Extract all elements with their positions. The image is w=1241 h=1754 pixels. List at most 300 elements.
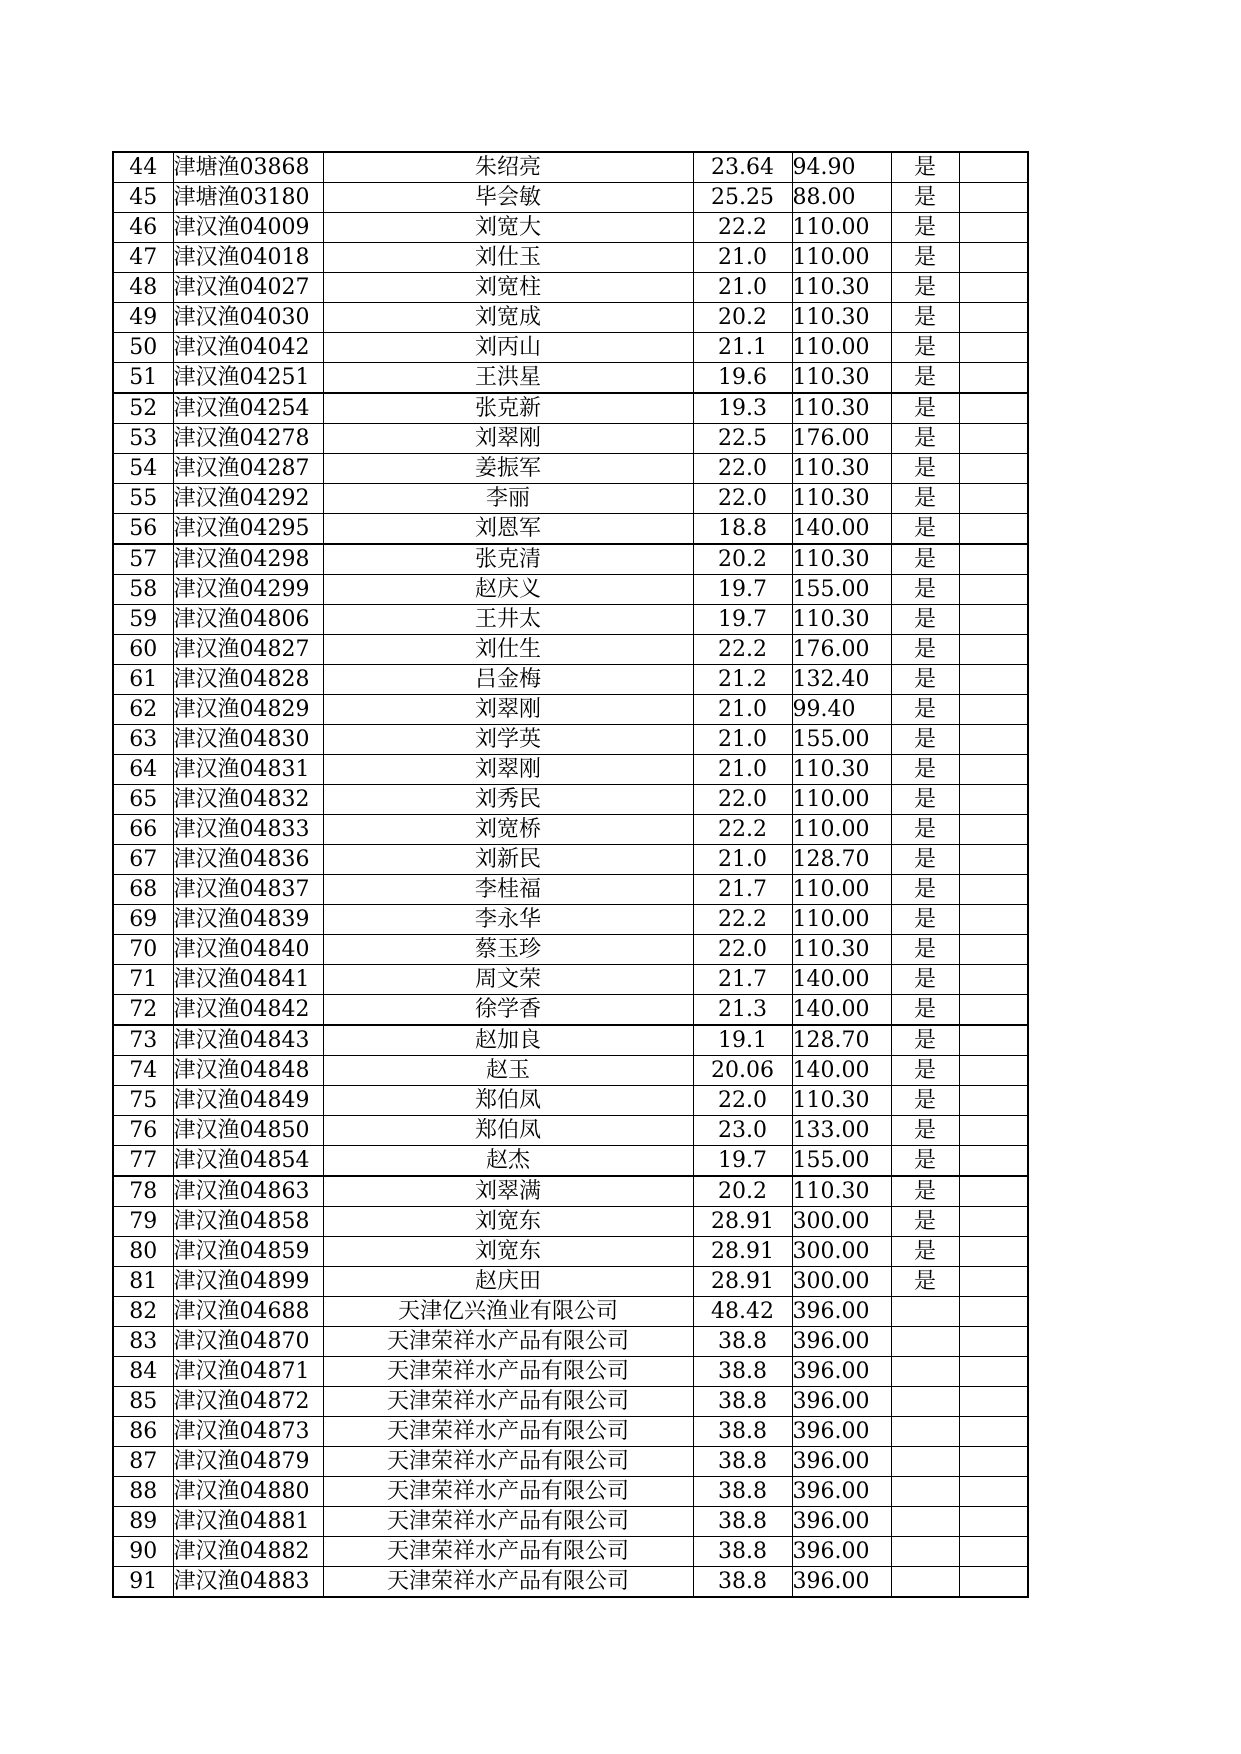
eligible-flag <box>891 1477 959 1507</box>
vessel-id: 津汉渔04830 <box>173 725 323 755</box>
empty-cell <box>959 1237 1028 1267</box>
table-row <box>113 1507 1028 1537</box>
table-row <box>113 815 1028 845</box>
row-number: 45 <box>113 183 173 213</box>
row-number: 74 <box>113 1056 173 1086</box>
table-row <box>113 273 1028 303</box>
vessel-id: 津汉渔04871 <box>173 1357 323 1387</box>
vessel-length: 22.0 <box>693 454 792 484</box>
row-number: 71 <box>113 965 173 995</box>
eligible-flag: 是 <box>891 635 959 665</box>
vessel-id: 津汉渔04841 <box>173 965 323 995</box>
engine-power: 140.00 <box>792 1056 891 1086</box>
vessel-id: 津汉渔04837 <box>173 875 323 905</box>
engine-power: 110.30 <box>792 484 891 514</box>
vessel-length: 28.91 <box>693 1237 792 1267</box>
empty-cell <box>959 484 1028 514</box>
engine-power: 110.30 <box>792 393 891 424</box>
row-number: 82 <box>113 1297 173 1327</box>
engine-power: 176.00 <box>792 635 891 665</box>
row-number: 54 <box>113 454 173 484</box>
vessel-id: 津汉渔04843 <box>173 1025 323 1056</box>
eligible-flag: 是 <box>891 1086 959 1116</box>
row-number: 48 <box>113 273 173 303</box>
vessel-length: 38.8 <box>693 1507 792 1537</box>
empty-cell <box>959 213 1028 243</box>
engine-power: 110.00 <box>792 213 891 243</box>
row-number: 68 <box>113 875 173 905</box>
vessel-length: 20.06 <box>693 1056 792 1086</box>
vessel-length: 23.0 <box>693 1116 792 1146</box>
vessel-id: 津汉渔04882 <box>173 1537 323 1567</box>
row-number: 90 <box>113 1537 173 1567</box>
row-number: 57 <box>113 544 173 575</box>
row-number: 76 <box>113 1116 173 1146</box>
owner-name: 周文荣 <box>323 965 693 995</box>
table-row <box>113 635 1028 665</box>
empty-cell <box>959 1297 1028 1327</box>
vessel-id: 津塘渔03180 <box>173 183 323 213</box>
empty-cell <box>959 1116 1028 1146</box>
row-number: 88 <box>113 1477 173 1507</box>
engine-power: 110.00 <box>792 875 891 905</box>
vessel-table <box>112 151 1029 1598</box>
vessel-id: 津汉渔04873 <box>173 1417 323 1447</box>
owner-name: 刘翠满 <box>323 1176 693 1207</box>
table-row <box>113 605 1028 635</box>
vessel-length: 21.0 <box>693 845 792 875</box>
row-number: 73 <box>113 1025 173 1056</box>
empty-cell <box>959 183 1028 213</box>
eligible-flag <box>891 1297 959 1327</box>
engine-power: 88.00 <box>792 183 891 213</box>
table-row <box>113 243 1028 273</box>
vessel-length: 20.2 <box>693 303 792 333</box>
eligible-flag: 是 <box>891 695 959 725</box>
owner-name: 刘宽成 <box>323 303 693 333</box>
eligible-flag: 是 <box>891 152 959 183</box>
empty-cell <box>959 393 1028 424</box>
engine-power: 155.00 <box>792 575 891 605</box>
table-row <box>113 1207 1028 1237</box>
vessel-length: 38.8 <box>693 1387 792 1417</box>
vessel-length: 22.2 <box>693 635 792 665</box>
table-row <box>113 484 1028 514</box>
table-row <box>113 935 1028 965</box>
owner-name: 天津荣祥水产品有限公司 <box>323 1507 693 1537</box>
vessel-length: 38.8 <box>693 1537 792 1567</box>
owner-name: 刘恩军 <box>323 514 693 545</box>
table-row <box>113 454 1028 484</box>
owner-name: 李丽 <box>323 484 693 514</box>
vessel-id: 津汉渔04849 <box>173 1086 323 1116</box>
vessel-length: 22.2 <box>693 815 792 845</box>
empty-cell <box>959 544 1028 575</box>
engine-power: 110.00 <box>792 815 891 845</box>
empty-cell <box>959 1207 1028 1237</box>
owner-name: 刘宽桥 <box>323 815 693 845</box>
vessel-length: 22.0 <box>693 935 792 965</box>
empty-cell <box>959 665 1028 695</box>
empty-cell <box>959 1327 1028 1357</box>
table-row <box>113 1116 1028 1146</box>
empty-cell <box>959 785 1028 815</box>
eligible-flag: 是 <box>891 755 959 785</box>
engine-power: 94.90 <box>792 152 891 183</box>
row-number: 53 <box>113 424 173 454</box>
engine-power: 110.30 <box>792 755 891 785</box>
vessel-length: 38.8 <box>693 1417 792 1447</box>
owner-name: 赵庆义 <box>323 575 693 605</box>
engine-power: 396.00 <box>792 1327 891 1357</box>
owner-name: 刘学英 <box>323 725 693 755</box>
row-number: 72 <box>113 995 173 1026</box>
table-row <box>113 544 1028 575</box>
row-number: 46 <box>113 213 173 243</box>
vessel-id: 津汉渔04828 <box>173 665 323 695</box>
table-row <box>113 1537 1028 1567</box>
row-number: 66 <box>113 815 173 845</box>
empty-cell <box>959 152 1028 183</box>
eligible-flag: 是 <box>891 935 959 965</box>
owner-name: 天津荣祥水产品有限公司 <box>323 1537 693 1567</box>
vessel-length: 21.2 <box>693 665 792 695</box>
empty-cell <box>959 424 1028 454</box>
engine-power: 396.00 <box>792 1297 891 1327</box>
engine-power: 176.00 <box>792 424 891 454</box>
vessel-id: 津汉渔04030 <box>173 303 323 333</box>
vessel-length: 19.6 <box>693 363 792 394</box>
owner-name: 李永华 <box>323 905 693 935</box>
eligible-flag: 是 <box>891 1146 959 1177</box>
vessel-id: 津汉渔04018 <box>173 243 323 273</box>
eligible-flag: 是 <box>891 273 959 303</box>
engine-power: 110.30 <box>792 273 891 303</box>
owner-name: 天津荣祥水产品有限公司 <box>323 1567 693 1598</box>
row-number: 47 <box>113 243 173 273</box>
table-row <box>113 875 1028 905</box>
engine-power: 128.70 <box>792 1025 891 1056</box>
row-number: 83 <box>113 1327 173 1357</box>
vessel-id: 津汉渔04881 <box>173 1507 323 1537</box>
owner-name: 王井太 <box>323 605 693 635</box>
vessel-id: 津汉渔04827 <box>173 635 323 665</box>
row-number: 85 <box>113 1387 173 1417</box>
table-row <box>113 695 1028 725</box>
empty-cell <box>959 273 1028 303</box>
row-number: 65 <box>113 785 173 815</box>
table-row <box>113 1387 1028 1417</box>
eligible-flag: 是 <box>891 1176 959 1207</box>
table-row <box>113 1567 1028 1598</box>
row-number: 56 <box>113 514 173 545</box>
table-row <box>113 1176 1028 1207</box>
owner-name: 姜振军 <box>323 454 693 484</box>
engine-power: 140.00 <box>792 514 891 545</box>
engine-power: 110.30 <box>792 544 891 575</box>
row-number: 44 <box>113 152 173 183</box>
eligible-flag: 是 <box>891 303 959 333</box>
table-row <box>113 1477 1028 1507</box>
empty-cell <box>959 363 1028 394</box>
row-number: 87 <box>113 1447 173 1477</box>
table-row <box>113 1447 1028 1477</box>
table-row <box>113 183 1028 213</box>
engine-power: 396.00 <box>792 1537 891 1567</box>
empty-cell <box>959 845 1028 875</box>
owner-name: 吕金梅 <box>323 665 693 695</box>
vessel-id: 津汉渔04298 <box>173 544 323 575</box>
owner-name: 蔡玉珍 <box>323 935 693 965</box>
engine-power: 396.00 <box>792 1447 891 1477</box>
engine-power: 396.00 <box>792 1417 891 1447</box>
owner-name: 天津荣祥水产品有限公司 <box>323 1447 693 1477</box>
row-number: 75 <box>113 1086 173 1116</box>
vessel-id: 津塘渔03868 <box>173 152 323 183</box>
vessel-length: 48.42 <box>693 1297 792 1327</box>
eligible-flag: 是 <box>891 665 959 695</box>
table-row <box>113 424 1028 454</box>
table-row <box>113 1025 1028 1056</box>
engine-power: 132.40 <box>792 665 891 695</box>
table-row <box>113 785 1028 815</box>
vessel-id: 津汉渔04832 <box>173 785 323 815</box>
eligible-flag: 是 <box>891 393 959 424</box>
eligible-flag: 是 <box>891 1237 959 1267</box>
vessel-length: 38.8 <box>693 1567 792 1598</box>
engine-power: 396.00 <box>792 1357 891 1387</box>
row-number: 86 <box>113 1417 173 1447</box>
vessel-length: 19.7 <box>693 575 792 605</box>
eligible-flag: 是 <box>891 454 959 484</box>
vessel-length: 20.2 <box>693 1176 792 1207</box>
vessel-id: 津汉渔04836 <box>173 845 323 875</box>
empty-cell <box>959 454 1028 484</box>
row-number: 50 <box>113 333 173 363</box>
vessel-length: 19.7 <box>693 1146 792 1177</box>
engine-power: 110.30 <box>792 605 891 635</box>
eligible-flag: 是 <box>891 785 959 815</box>
vessel-id: 津汉渔04278 <box>173 424 323 454</box>
owner-name: 郑伯凤 <box>323 1086 693 1116</box>
empty-cell <box>959 333 1028 363</box>
empty-cell <box>959 965 1028 995</box>
owner-name: 刘翠刚 <box>323 695 693 725</box>
empty-cell <box>959 905 1028 935</box>
eligible-flag: 是 <box>891 575 959 605</box>
vessel-id: 津汉渔04806 <box>173 605 323 635</box>
owner-name: 刘宽大 <box>323 213 693 243</box>
table-row <box>113 1417 1028 1447</box>
eligible-flag: 是 <box>891 1207 959 1237</box>
vessel-length: 21.7 <box>693 875 792 905</box>
vessel-id: 津汉渔04829 <box>173 695 323 725</box>
vessel-length: 22.5 <box>693 424 792 454</box>
vessel-length: 21.7 <box>693 965 792 995</box>
vessel-length: 22.0 <box>693 484 792 514</box>
engine-power: 110.30 <box>792 1086 891 1116</box>
vessel-length: 28.91 <box>693 1207 792 1237</box>
engine-power: 396.00 <box>792 1387 891 1417</box>
owner-name: 刘宽柱 <box>323 273 693 303</box>
row-number: 77 <box>113 1146 173 1177</box>
vessel-length: 28.91 <box>693 1267 792 1297</box>
table-row <box>113 665 1028 695</box>
vessel-length: 20.2 <box>693 544 792 575</box>
engine-power: 110.30 <box>792 1176 891 1207</box>
owner-name: 张克清 <box>323 544 693 575</box>
empty-cell <box>959 935 1028 965</box>
empty-cell <box>959 725 1028 755</box>
row-number: 60 <box>113 635 173 665</box>
vessel-length: 23.64 <box>693 152 792 183</box>
eligible-flag: 是 <box>891 213 959 243</box>
row-number: 67 <box>113 845 173 875</box>
vessel-id: 津汉渔04009 <box>173 213 323 243</box>
owner-name: 毕会敏 <box>323 183 693 213</box>
owner-name: 赵庆田 <box>323 1267 693 1297</box>
vessel-id: 津汉渔04027 <box>173 273 323 303</box>
vessel-length: 21.0 <box>693 695 792 725</box>
vessel-id: 津汉渔04254 <box>173 393 323 424</box>
owner-name: 刘丙山 <box>323 333 693 363</box>
eligible-flag <box>891 1327 959 1357</box>
table-row <box>113 965 1028 995</box>
eligible-flag <box>891 1417 959 1447</box>
empty-cell <box>959 1146 1028 1177</box>
table-row <box>113 845 1028 875</box>
engine-power: 110.30 <box>792 454 891 484</box>
owner-name: 天津亿兴渔业有限公司 <box>323 1297 693 1327</box>
eligible-flag: 是 <box>891 725 959 755</box>
eligible-flag <box>891 1357 959 1387</box>
row-number: 91 <box>113 1567 173 1598</box>
vessel-id: 津汉渔04292 <box>173 484 323 514</box>
empty-cell <box>959 1025 1028 1056</box>
eligible-flag <box>891 1567 959 1598</box>
owner-name: 郑伯凤 <box>323 1116 693 1146</box>
engine-power: 110.00 <box>792 905 891 935</box>
table-row <box>113 1086 1028 1116</box>
engine-power: 110.30 <box>792 303 891 333</box>
owner-name: 天津荣祥水产品有限公司 <box>323 1327 693 1357</box>
table-row <box>113 363 1028 394</box>
vessel-id: 津汉渔04287 <box>173 454 323 484</box>
engine-power: 110.30 <box>792 363 891 394</box>
vessel-length: 38.8 <box>693 1327 792 1357</box>
vessel-id: 津汉渔04042 <box>173 333 323 363</box>
vessel-id: 津汉渔04299 <box>173 575 323 605</box>
row-number: 89 <box>113 1507 173 1537</box>
table-row <box>113 1146 1028 1177</box>
table-row <box>113 213 1028 243</box>
eligible-flag: 是 <box>891 424 959 454</box>
table-row <box>113 1357 1028 1387</box>
table-row <box>113 152 1028 183</box>
owner-name: 天津荣祥水产品有限公司 <box>323 1357 693 1387</box>
vessel-id: 津汉渔04863 <box>173 1176 323 1207</box>
owner-name: 天津荣祥水产品有限公司 <box>323 1417 693 1447</box>
empty-cell <box>959 243 1028 273</box>
vessel-id: 津汉渔04840 <box>173 935 323 965</box>
vessel-id: 津汉渔04854 <box>173 1146 323 1177</box>
owner-name: 刘秀民 <box>323 785 693 815</box>
empty-cell <box>959 575 1028 605</box>
table-row <box>113 575 1028 605</box>
eligible-flag: 是 <box>891 363 959 394</box>
empty-cell <box>959 875 1028 905</box>
engine-power: 396.00 <box>792 1567 891 1598</box>
eligible-flag: 是 <box>891 183 959 213</box>
empty-cell <box>959 1056 1028 1086</box>
empty-cell <box>959 1417 1028 1447</box>
eligible-flag <box>891 1387 959 1417</box>
vessel-length: 21.0 <box>693 755 792 785</box>
vessel-id: 津汉渔04833 <box>173 815 323 845</box>
row-number: 59 <box>113 605 173 635</box>
engine-power: 110.00 <box>792 333 891 363</box>
empty-cell <box>959 755 1028 785</box>
owner-name: 刘新民 <box>323 845 693 875</box>
row-number: 49 <box>113 303 173 333</box>
vessel-length: 38.8 <box>693 1357 792 1387</box>
empty-cell <box>959 995 1028 1026</box>
vessel-id: 津汉渔04295 <box>173 514 323 545</box>
engine-power: 133.00 <box>792 1116 891 1146</box>
engine-power: 99.40 <box>792 695 891 725</box>
engine-power: 396.00 <box>792 1507 891 1537</box>
eligible-flag: 是 <box>891 1267 959 1297</box>
engine-power: 300.00 <box>792 1207 891 1237</box>
engine-power: 128.70 <box>792 845 891 875</box>
vessel-length: 22.2 <box>693 905 792 935</box>
owner-name: 李桂福 <box>323 875 693 905</box>
vessel-id: 津汉渔04872 <box>173 1387 323 1417</box>
vessel-id: 津汉渔04848 <box>173 1056 323 1086</box>
table-row <box>113 514 1028 545</box>
vessel-id: 津汉渔04850 <box>173 1116 323 1146</box>
row-number: 78 <box>113 1176 173 1207</box>
vessel-length: 25.25 <box>693 183 792 213</box>
vessel-id: 津汉渔04831 <box>173 755 323 785</box>
table-row <box>113 1056 1028 1086</box>
owner-name: 赵玉 <box>323 1056 693 1086</box>
vessel-length: 21.3 <box>693 995 792 1026</box>
vessel-length: 18.8 <box>693 514 792 545</box>
vessel-id: 津汉渔04839 <box>173 905 323 935</box>
empty-cell <box>959 1507 1028 1537</box>
vessel-id: 津汉渔04883 <box>173 1567 323 1598</box>
empty-cell <box>959 815 1028 845</box>
vessel-id: 津汉渔04842 <box>173 995 323 1026</box>
vessel-length: 19.7 <box>693 605 792 635</box>
engine-power: 300.00 <box>792 1237 891 1267</box>
owner-name: 王洪星 <box>323 363 693 394</box>
vessel-length: 22.2 <box>693 213 792 243</box>
empty-cell <box>959 605 1028 635</box>
row-number: 63 <box>113 725 173 755</box>
owner-name: 刘宽东 <box>323 1237 693 1267</box>
owner-name: 天津荣祥水产品有限公司 <box>323 1387 693 1417</box>
row-number: 84 <box>113 1357 173 1387</box>
empty-cell <box>959 1567 1028 1598</box>
row-number: 79 <box>113 1207 173 1237</box>
owner-name: 刘翠刚 <box>323 424 693 454</box>
engine-power: 140.00 <box>792 965 891 995</box>
owner-name: 徐学香 <box>323 995 693 1026</box>
empty-cell <box>959 514 1028 545</box>
vessel-length: 21.0 <box>693 243 792 273</box>
